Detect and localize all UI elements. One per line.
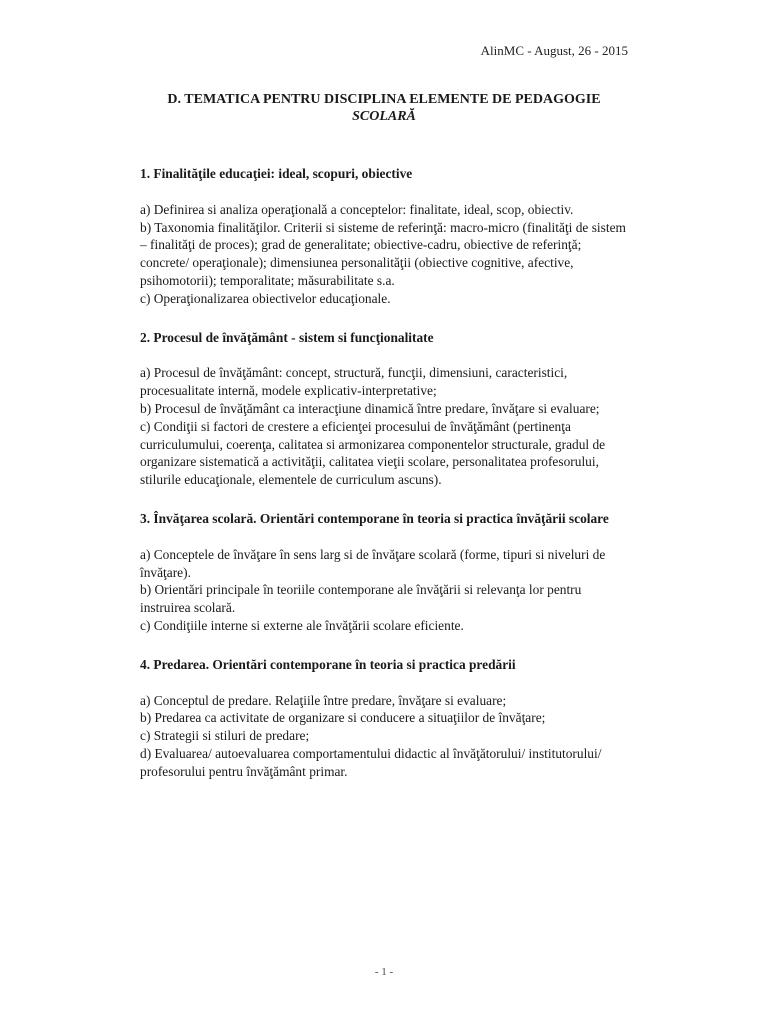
section-paragraph: c) Operaţionalizarea obiectivelor educaţionale. <box>140 290 391 306</box>
section-paragraph: a) Conceptul de predare. Relaţiile între predare, învăţare si evaluare; <box>140 692 507 708</box>
header-author-date: AlinMC - August, 26 - 2015 <box>480 43 628 58</box>
section-3 <box>140 510 630 635</box>
section-paragraph: b) Orientări principale în teoriile contemporane ale învăţării si relevanţa lor pentru instruirea scolară. <box>140 582 582 616</box>
section-paragraph: a) Definirea si analiza operaţională a conceptelor: finalitate, ideal, scop, obiectiv. <box>140 201 574 217</box>
document-title-line1: D. TEMATICA PENTRU DISCIPLINA ELEMENTE DE PEDAGOGIE <box>167 92 601 107</box>
section-heading: 4. Predarea. Orientări contemporane în teoria si practica predării <box>140 656 516 672</box>
document-title <box>0 91 768 125</box>
section-paragraph: b) Taxonomia finalităţilor. Criterii si sisteme de referinţă: macro-micro (finalităţi de sistem – finalităţi de proces); grad de generalitate; obiective-cadru, obiective de referinţă; concrete/ operaţionale); dimensiunea personalităţii (obiective cognitive, afective, psihomotorii); temporalitate; măsurabilitate s.a. <box>140 219 626 288</box>
section-heading: 3. Învăţarea scolară. Orientări contemporane în teoria si practica învăţării scolare <box>140 510 609 526</box>
section-paragraph: c) Condiţii si factori de crestere a eficienţei procesului de învăţământ (pertinenţa curriculumului, coerenţa, calitatea si armonizarea componentelor structurale, gradul de organizare sistematică a activităţii, calitatea vieţii scolare, personalitatea profesorului, stilurile educaţionale, elementele de curriculum ascuns). <box>140 418 606 488</box>
document-title-line2: SCOLARĂ <box>352 109 416 124</box>
section-heading: 2. Procesul de învăţământ - sistem si funcţionalitate <box>140 329 434 345</box>
section-paragraph: c) Strategii si stiluri de predare; <box>140 728 310 744</box>
section-paragraph: d) Evaluarea/ autoevaluarea comportamentului didactic al învăţătorului/ institutorului/ profesorului pentru învăţământ primar. <box>140 745 602 779</box>
section-heading: 1. Finalităţile educaţiei: ideal, scopuri, obiective <box>140 166 413 181</box>
section-4 <box>140 656 630 781</box>
section-paragraph: b) Procesul de învăţământ ca interacţiune dinamică între predare, învăţare si evaluare; <box>140 400 600 416</box>
page-number: - 1 - <box>374 966 394 978</box>
section-paragraph: c) Condiţiile interne si externe ale învăţării scolare eficiente. <box>140 617 464 633</box>
section-paragraph: a) Conceptele de învăţare în sens larg si de învăţare scolară (forme, tipuri si niveluri de învăţare). <box>140 546 606 580</box>
section-paragraph: b) Predarea ca activitate de organizare si conducere a situaţiilor de învăţare; <box>140 710 546 726</box>
section-2 <box>140 329 630 489</box>
document-body <box>140 165 630 802</box>
section-paragraph: a) Procesul de învăţământ: concept, structură, funcţii, dimensiuni, caracteristici, procesualitate internă, modele explicativ-interpretative; <box>140 365 568 399</box>
section-1 <box>140 165 630 308</box>
